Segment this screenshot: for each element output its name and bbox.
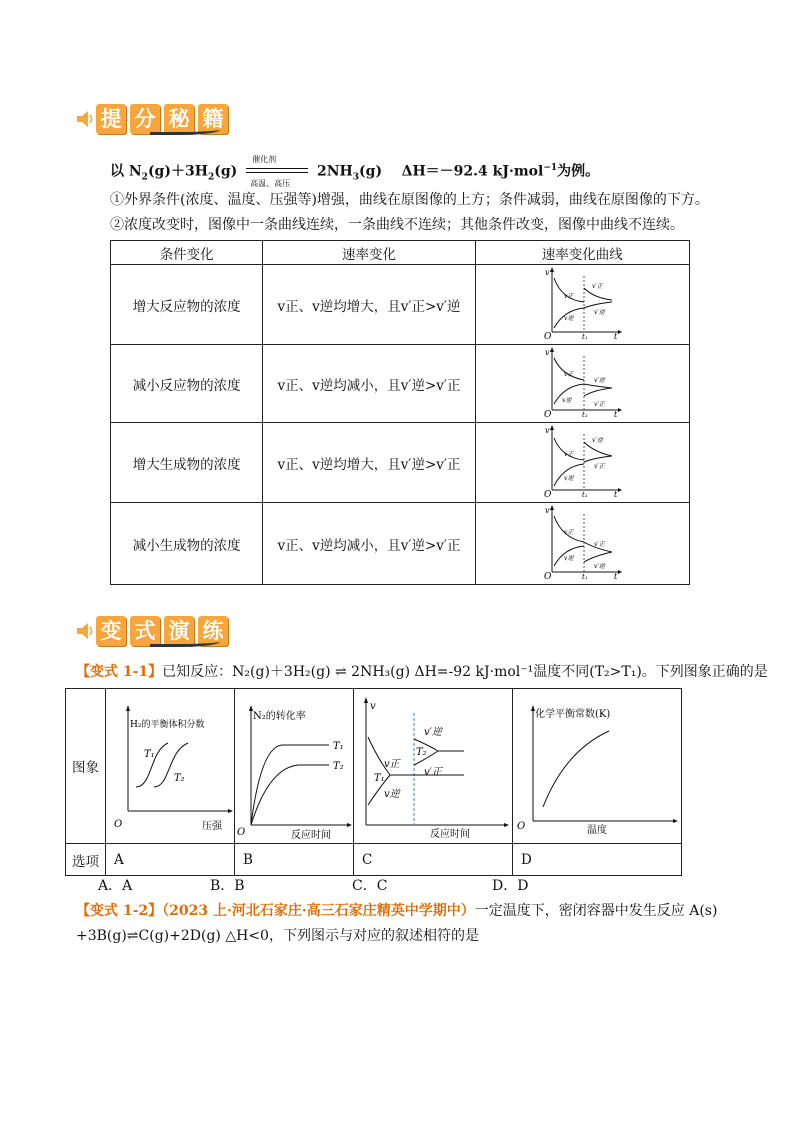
svg-text:v正: v正: [564, 370, 574, 378]
svg-text:v: v: [545, 267, 550, 277]
rate-curve-graph: [542, 424, 622, 498]
svg-text:t₁: t₁: [582, 572, 588, 580]
graph-c-xlabel: 反应时间: [430, 829, 470, 839]
graph-cell-d: [513, 689, 682, 844]
option-cell: B: [235, 844, 354, 876]
svg-text:v正: v正: [564, 528, 574, 536]
curve-cell: [475, 345, 689, 423]
graph-a-origin: O: [114, 819, 123, 830]
graph-c-vz2: v′正: [424, 767, 442, 778]
graph-a-xlabel: 压强: [202, 821, 222, 832]
graph-a-t1: T₁: [144, 749, 155, 760]
graph-cell-a: [106, 689, 235, 844]
svg-text:v′逆: v′逆: [594, 308, 606, 316]
svg-text:v′正: v′正: [594, 540, 606, 548]
graph-a-t2: T₂: [174, 773, 185, 784]
badge-char: 秘: [164, 104, 194, 134]
option-cell: D: [513, 844, 682, 876]
svg-text:t: t: [614, 489, 618, 498]
curve-cell: [475, 423, 689, 503]
svg-text:t₁: t₁: [582, 410, 588, 418]
svg-text:t₁: t₁: [582, 332, 588, 340]
rate-curve-graph: [542, 504, 622, 580]
answer-choice-c[interactable]: C．C: [352, 878, 388, 894]
answer-choice-a[interactable]: A．A: [98, 878, 133, 894]
badge-char: 籍: [198, 104, 228, 134]
graph-c-vz: v正: [384, 759, 400, 770]
svg-text:v′逆: v′逆: [594, 562, 606, 570]
table-header: 速率变化: [263, 241, 475, 265]
svg-text:O: O: [544, 409, 552, 418]
badge-char: 演: [164, 616, 194, 646]
graph-c-vn2: v′逆: [424, 727, 442, 738]
badge-char: 分: [130, 104, 160, 134]
speaker-icon: [76, 621, 94, 641]
svg-text:v′逆: v′逆: [594, 376, 606, 384]
svg-text:t₁: t₁: [582, 490, 588, 498]
speaker-icon: [76, 109, 94, 129]
svg-text:v: v: [545, 425, 550, 435]
table-row: [111, 265, 690, 345]
badge-char: 练: [198, 616, 228, 646]
graph-d: [513, 689, 681, 839]
badge-char: 式: [130, 616, 160, 646]
option-cell: C: [354, 844, 513, 876]
graph-row: [66, 689, 682, 844]
svg-text:v: v: [545, 505, 550, 515]
badge-char: 变: [96, 616, 126, 646]
table-header: 条件变化: [111, 241, 263, 265]
svg-text:v′正: v′正: [594, 462, 606, 470]
graph-d-ylabel: 化学平衡常数(K): [535, 709, 611, 720]
graph-b-xlabel: 反应时间: [291, 830, 331, 839]
svg-text:v′正: v′正: [594, 400, 606, 408]
condition-cell: 减小生成物的浓度: [111, 503, 263, 585]
svg-text:O: O: [544, 489, 552, 498]
table-header-row: [111, 241, 690, 265]
rate-cell: v正、v逆均增大，且v′逆>v′正: [263, 423, 475, 503]
svg-text:v逆: v逆: [564, 554, 574, 562]
condition-cell: 增大反应物的浓度: [111, 265, 263, 345]
row-label: 图象: [66, 689, 106, 844]
table-row: [111, 423, 690, 503]
svg-text:t: t: [614, 409, 618, 418]
graph-d-origin: O: [517, 821, 526, 832]
table-row: [111, 503, 690, 585]
question-1-2-stem-cont: +3B(g)⇌C(g)+2D(g) △H<0，下列图示与对应的叙述相符的是: [76, 928, 479, 944]
graph-c: [354, 689, 512, 839]
graph-c-vn: v逆: [384, 789, 400, 800]
rule-1: ①外界条件(浓度、温度、压强等)增强，曲线在原图像的上方；条件减弱，曲线在原图像的下方。: [110, 192, 709, 208]
option-row: [66, 844, 682, 876]
svg-text:v逆: v逆: [564, 474, 574, 482]
svg-text:v正: v正: [564, 450, 574, 458]
table-row: [111, 345, 690, 423]
rate-cell: v正、v逆均减小，且v′逆>v′正: [263, 503, 475, 585]
graph-c-ylabel: v: [370, 701, 376, 712]
graph-b-t2: T₂: [333, 761, 344, 772]
curve-cell: [475, 265, 689, 345]
svg-text:v正: v正: [564, 292, 574, 300]
answer-choice-b[interactable]: B．B: [210, 878, 245, 894]
graph-cell-c: [354, 689, 513, 844]
rate-cell: v正、v逆均增大，且v′正>v′逆: [263, 265, 475, 345]
rate-cell: v正、v逆均减小，且v′逆>v′正: [263, 345, 475, 423]
question-1-1-table: [65, 688, 682, 876]
question-1-1-stem: 【变式 1-1】已知反应：N₂(g)＋3H₂(g) ⇌ 2NH₃(g) ΔH=-92 kJ·mol⁻¹温度不同(T₂>T₁)。下列图象正确的是: [76, 664, 768, 680]
graph-b-ylabel: N₂的转化率: [253, 711, 306, 722]
answer-choice-d[interactable]: D．D: [492, 878, 529, 894]
svg-text:O: O: [544, 331, 552, 340]
badge-char: 提: [96, 104, 126, 134]
svg-text:v逆: v逆: [562, 396, 572, 404]
svg-text:v逆: v逆: [564, 314, 574, 322]
graph-c-t2: T₂: [416, 747, 427, 758]
graph-b-t1: T₁: [333, 741, 344, 752]
graph-cell-b: [235, 689, 354, 844]
rate-curve-graph: [542, 266, 622, 340]
catalyst-arrow: 催化剂 高温、高压: [246, 162, 308, 182]
graph-a: [106, 689, 234, 839]
graph-b-origin: O: [237, 827, 246, 838]
svg-text:v: v: [545, 347, 550, 357]
condition-cell: 减小反应物的浓度: [111, 345, 263, 423]
graph-a-ylabel: H₂的平衡体积分数: [130, 720, 205, 730]
svg-text:t: t: [614, 571, 618, 580]
graph-b: [235, 689, 353, 839]
condition-cell: 增大生成物的浓度: [111, 423, 263, 503]
svg-text:v′逆: v′逆: [592, 436, 604, 444]
graph-d-xlabel: 温度: [587, 825, 607, 836]
rate-curve-graph: [542, 346, 622, 418]
svg-text:t: t: [614, 331, 618, 340]
reaction-equation: 以 $N_2(g)+3H_2(g)$ 催化剂 高温、高压 $2NH_3(g)$ ΔH＝－92.4 kJ·mol$^{-1}$为例。: [110, 154, 600, 188]
option-cell: A: [106, 844, 235, 876]
curve-cell: [475, 503, 689, 585]
graph-c-t1: T₁: [374, 773, 385, 784]
rule-2: ②浓度改变时，图像中一条曲线连续，一条曲线不连续；其他条件改变，图像中曲线不连续。: [110, 217, 684, 233]
row-label: 选项: [66, 844, 106, 876]
rate-change-table: [110, 240, 690, 585]
svg-text:O: O: [544, 571, 552, 580]
table-header: 速率变化曲线: [475, 241, 689, 265]
question-1-2-stem: 【变式 1-2】（2023 上·河北石家庄·高三石家庄精英中学期中）一定温度下，密闭容器中发生反应 A(s): [76, 903, 718, 919]
svg-text:v′正: v′正: [592, 282, 604, 290]
